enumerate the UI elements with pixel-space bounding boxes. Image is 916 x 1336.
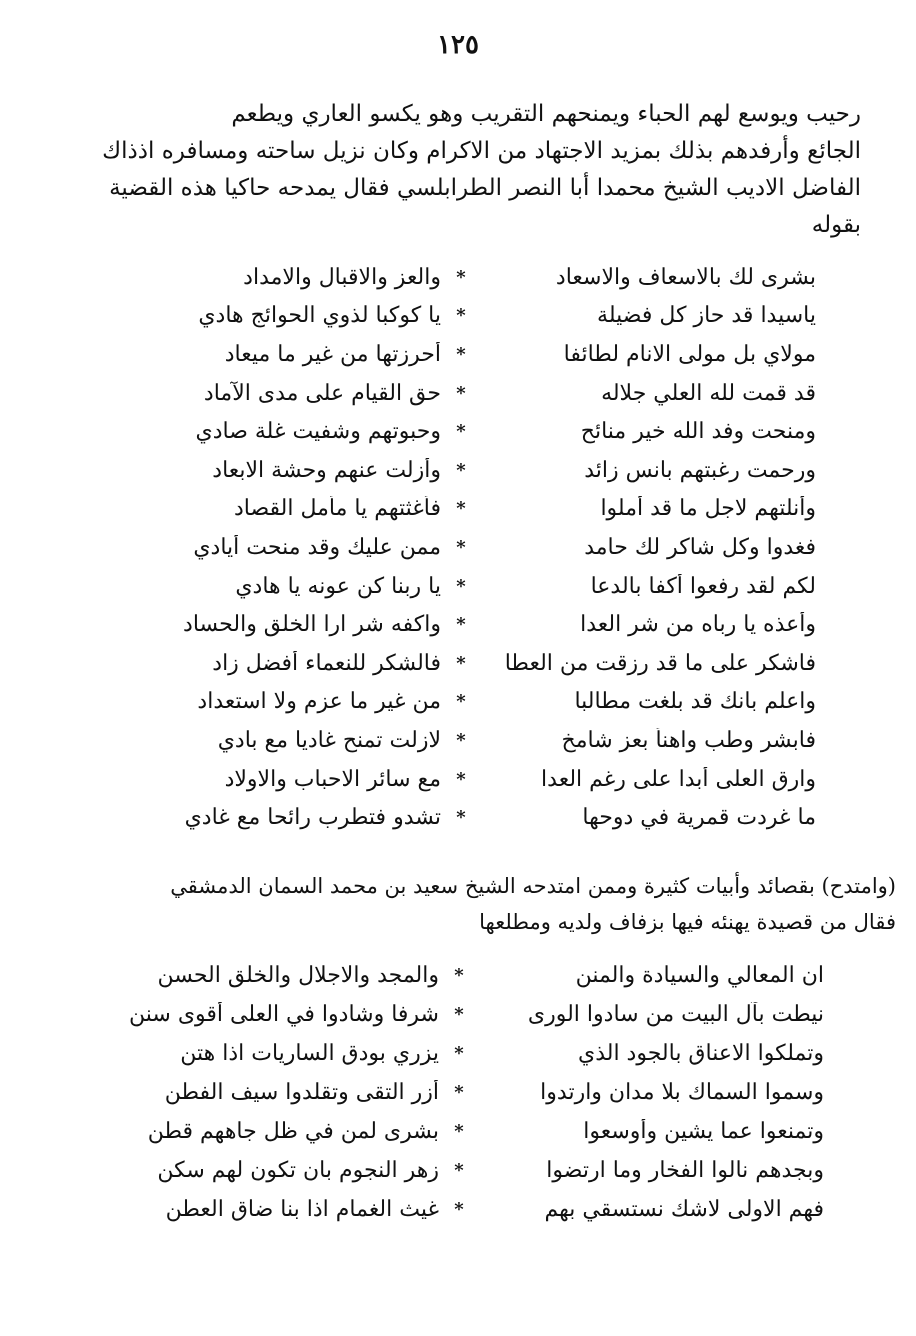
second-hemistich: يا ربنا كن عونه يا هادي	[235, 573, 441, 599]
first-hemistich: نيطت بآل البيت من سادوا الورى	[527, 1002, 824, 1027]
second-hemistich: فأغثتهم يا مأمل القصاد	[233, 496, 441, 522]
second-hemistich: حق القيام على مدى الآماد	[203, 380, 441, 406]
second-hemistich: شرفا وشادوا في العلى أقوى سنن	[129, 1002, 439, 1027]
second-hemistich: أزر التقى وتقلدوا سيف الفطن	[164, 1080, 439, 1105]
second-hemistich: واكفه شر ارا الخلق والحساد	[183, 612, 441, 638]
verse	[106, 644, 816, 683]
verse-separator: *	[456, 343, 466, 365]
second-hemistich: يزري بودق الساريات اذا هتن	[180, 1041, 439, 1066]
first-hemistich: وأعذه يا رباه من شر العدا	[580, 612, 816, 638]
first-hemistich: ان المعالي والسيادة والمنن	[575, 963, 824, 988]
verse-separator: *	[456, 266, 466, 288]
verse-separator: *	[456, 652, 466, 674]
verse-separator: *	[456, 536, 466, 558]
verse	[106, 335, 816, 374]
verse	[106, 374, 816, 413]
verse-separator: *	[456, 691, 466, 713]
first-hemistich: وسموا السماك بلا مدان وارتدوا	[540, 1080, 824, 1105]
verse-separator: *	[454, 1199, 464, 1220]
first-hemistich: فغدوا وكل شاكر لك حامد	[584, 534, 816, 560]
verse	[106, 490, 816, 529]
second-hemistich: وأزلت عنهم وحشة الابعاد	[212, 457, 441, 483]
second-hemistich: تشدو فتطرب رائحا مع غادي	[184, 805, 441, 831]
poem-second	[94, 956, 824, 1229]
verse-separator: *	[456, 382, 466, 404]
second-hemistich: بشرى لمن في ظل جاههم قطن	[147, 1119, 439, 1144]
second-hemistich: غيث الغمام اذا بنا ضاق العطن	[165, 1197, 439, 1222]
verse	[106, 258, 816, 297]
second-hemistich: لازلت تمنح غاديا مع بادي	[217, 727, 441, 753]
text-line: الفاضل الاديب الشيخ محمدا أبا النصر الطرابلسي فقال يمدحه حاكيا هذه القضية	[109, 175, 861, 201]
second-hemistich: وحبوتهم وشفيت غلة صادي	[195, 419, 441, 445]
poem-first	[106, 258, 816, 837]
verse-separator: *	[454, 1121, 464, 1142]
first-hemistich: بشرى لك بالاسعاف والاسعاد	[555, 264, 816, 290]
verse	[94, 1034, 824, 1073]
verse-separator: *	[454, 1004, 464, 1025]
verse	[94, 956, 824, 995]
first-hemistich: فهم الاولى لاشك نستسقي بهم	[544, 1197, 824, 1222]
text-line: رحيب ويوسع لهم الحباء ويمنحهم التقريب وهو يكسو العاري ويطعم	[231, 101, 861, 127]
first-hemistich: لكم لقد رفعوا أكفا بالدعا	[590, 573, 816, 599]
text-line: بقوله	[811, 212, 861, 238]
verse	[106, 721, 816, 760]
verse	[106, 798, 816, 837]
second-hemistich: ممن عليك وقد منحت أيادي	[193, 534, 441, 560]
first-hemistich: فاشكر على ما قد رزقت من العطا	[504, 650, 816, 676]
verse	[106, 683, 816, 722]
verse	[94, 1073, 824, 1112]
verse	[106, 567, 816, 606]
verse	[94, 1112, 824, 1151]
verse	[106, 528, 816, 567]
second-hemistich: مع سائر الاحباب والاولاد	[224, 766, 441, 792]
verse	[94, 1151, 824, 1190]
verse-separator: *	[456, 575, 466, 597]
verse-separator: *	[454, 965, 464, 986]
verse	[94, 995, 824, 1034]
verse-separator: *	[456, 459, 466, 481]
verse-separator: *	[456, 729, 466, 751]
text-line: (وامتدح) بقصائد وأبيات كثيرة وممن امتدحه الشيخ سعيد بن محمد السمان الدمشقي	[170, 874, 896, 898]
first-hemistich: قد قمت لله العلي جلاله	[601, 380, 816, 406]
second-hemistich: من غير ما عزم ولا استعداد	[197, 689, 441, 715]
verse-separator: *	[456, 305, 466, 327]
first-hemistich: وتمنعوا عما يشين وأوسعوا	[583, 1119, 824, 1144]
first-hemistich: وتملكوا الاعناق بالجود الذي	[577, 1041, 824, 1066]
first-hemistich: ياسيدا قد حاز كل فضيلة	[597, 303, 816, 329]
second-hemistich: والمجد والاجلال والخلق الحسن	[157, 963, 439, 988]
verse	[106, 605, 816, 644]
verse-separator: *	[454, 1160, 464, 1181]
first-hemistich: ورحمت رغبتهم بانس زائد	[584, 457, 816, 483]
verse	[106, 412, 816, 451]
page-number: ١٢٥	[437, 30, 479, 60]
middle-paragraph	[26, 868, 896, 940]
first-hemistich: وبجدهم نالوا الفخار وما ارتضوا	[546, 1158, 824, 1183]
verse-separator: *	[454, 1082, 464, 1103]
verse-separator: *	[456, 807, 466, 829]
verse	[94, 1190, 824, 1229]
second-hemistich: يا كوكبا لذوي الحوائج هادي	[198, 303, 441, 329]
verse	[106, 760, 816, 799]
text-line: الجائع وأرفدهم بذلك بمزيد الاجتهاد من الاكرام وكان نزيل ساحته ومسافره اذذاك	[102, 138, 861, 164]
verse	[106, 451, 816, 490]
first-hemistich: فابشر وطب واهنأ بعز شامخ	[561, 727, 816, 753]
second-hemistich: زهر النجوم بان تكون لهم سكن	[157, 1158, 439, 1183]
first-hemistich: وأنلتهم لاجل ما قد أملوا	[600, 496, 816, 522]
verse	[106, 297, 816, 336]
verse-separator: *	[456, 768, 466, 790]
first-hemistich: ومنحت وفد الله خير منائح	[580, 419, 816, 445]
verse-separator: *	[456, 498, 466, 520]
intro-paragraph	[21, 96, 861, 244]
text-line: فقال من قصيدة يهنئه فيها بزفاف ولديه ومطلعها	[479, 910, 896, 934]
verse-separator: *	[454, 1043, 464, 1064]
first-hemistich: مولاي بل مولى الانام لطائفا	[563, 341, 816, 367]
second-hemistich: فالشكر للنعماء أفضل زاد	[212, 650, 441, 676]
second-hemistich: أحرزتها من غير ما ميعاد	[224, 341, 441, 367]
verse-separator: *	[456, 421, 466, 443]
second-hemistich: والعز والاقبال والامداد	[243, 264, 441, 290]
first-hemistich: وارق العلى أبدا على رغم العدا	[541, 766, 816, 792]
verse-separator: *	[456, 614, 466, 636]
first-hemistich: ما غردت قمرية في دوحها	[582, 805, 816, 831]
first-hemistich: واعلم بانك قد بلغت مطالبا	[574, 689, 816, 715]
